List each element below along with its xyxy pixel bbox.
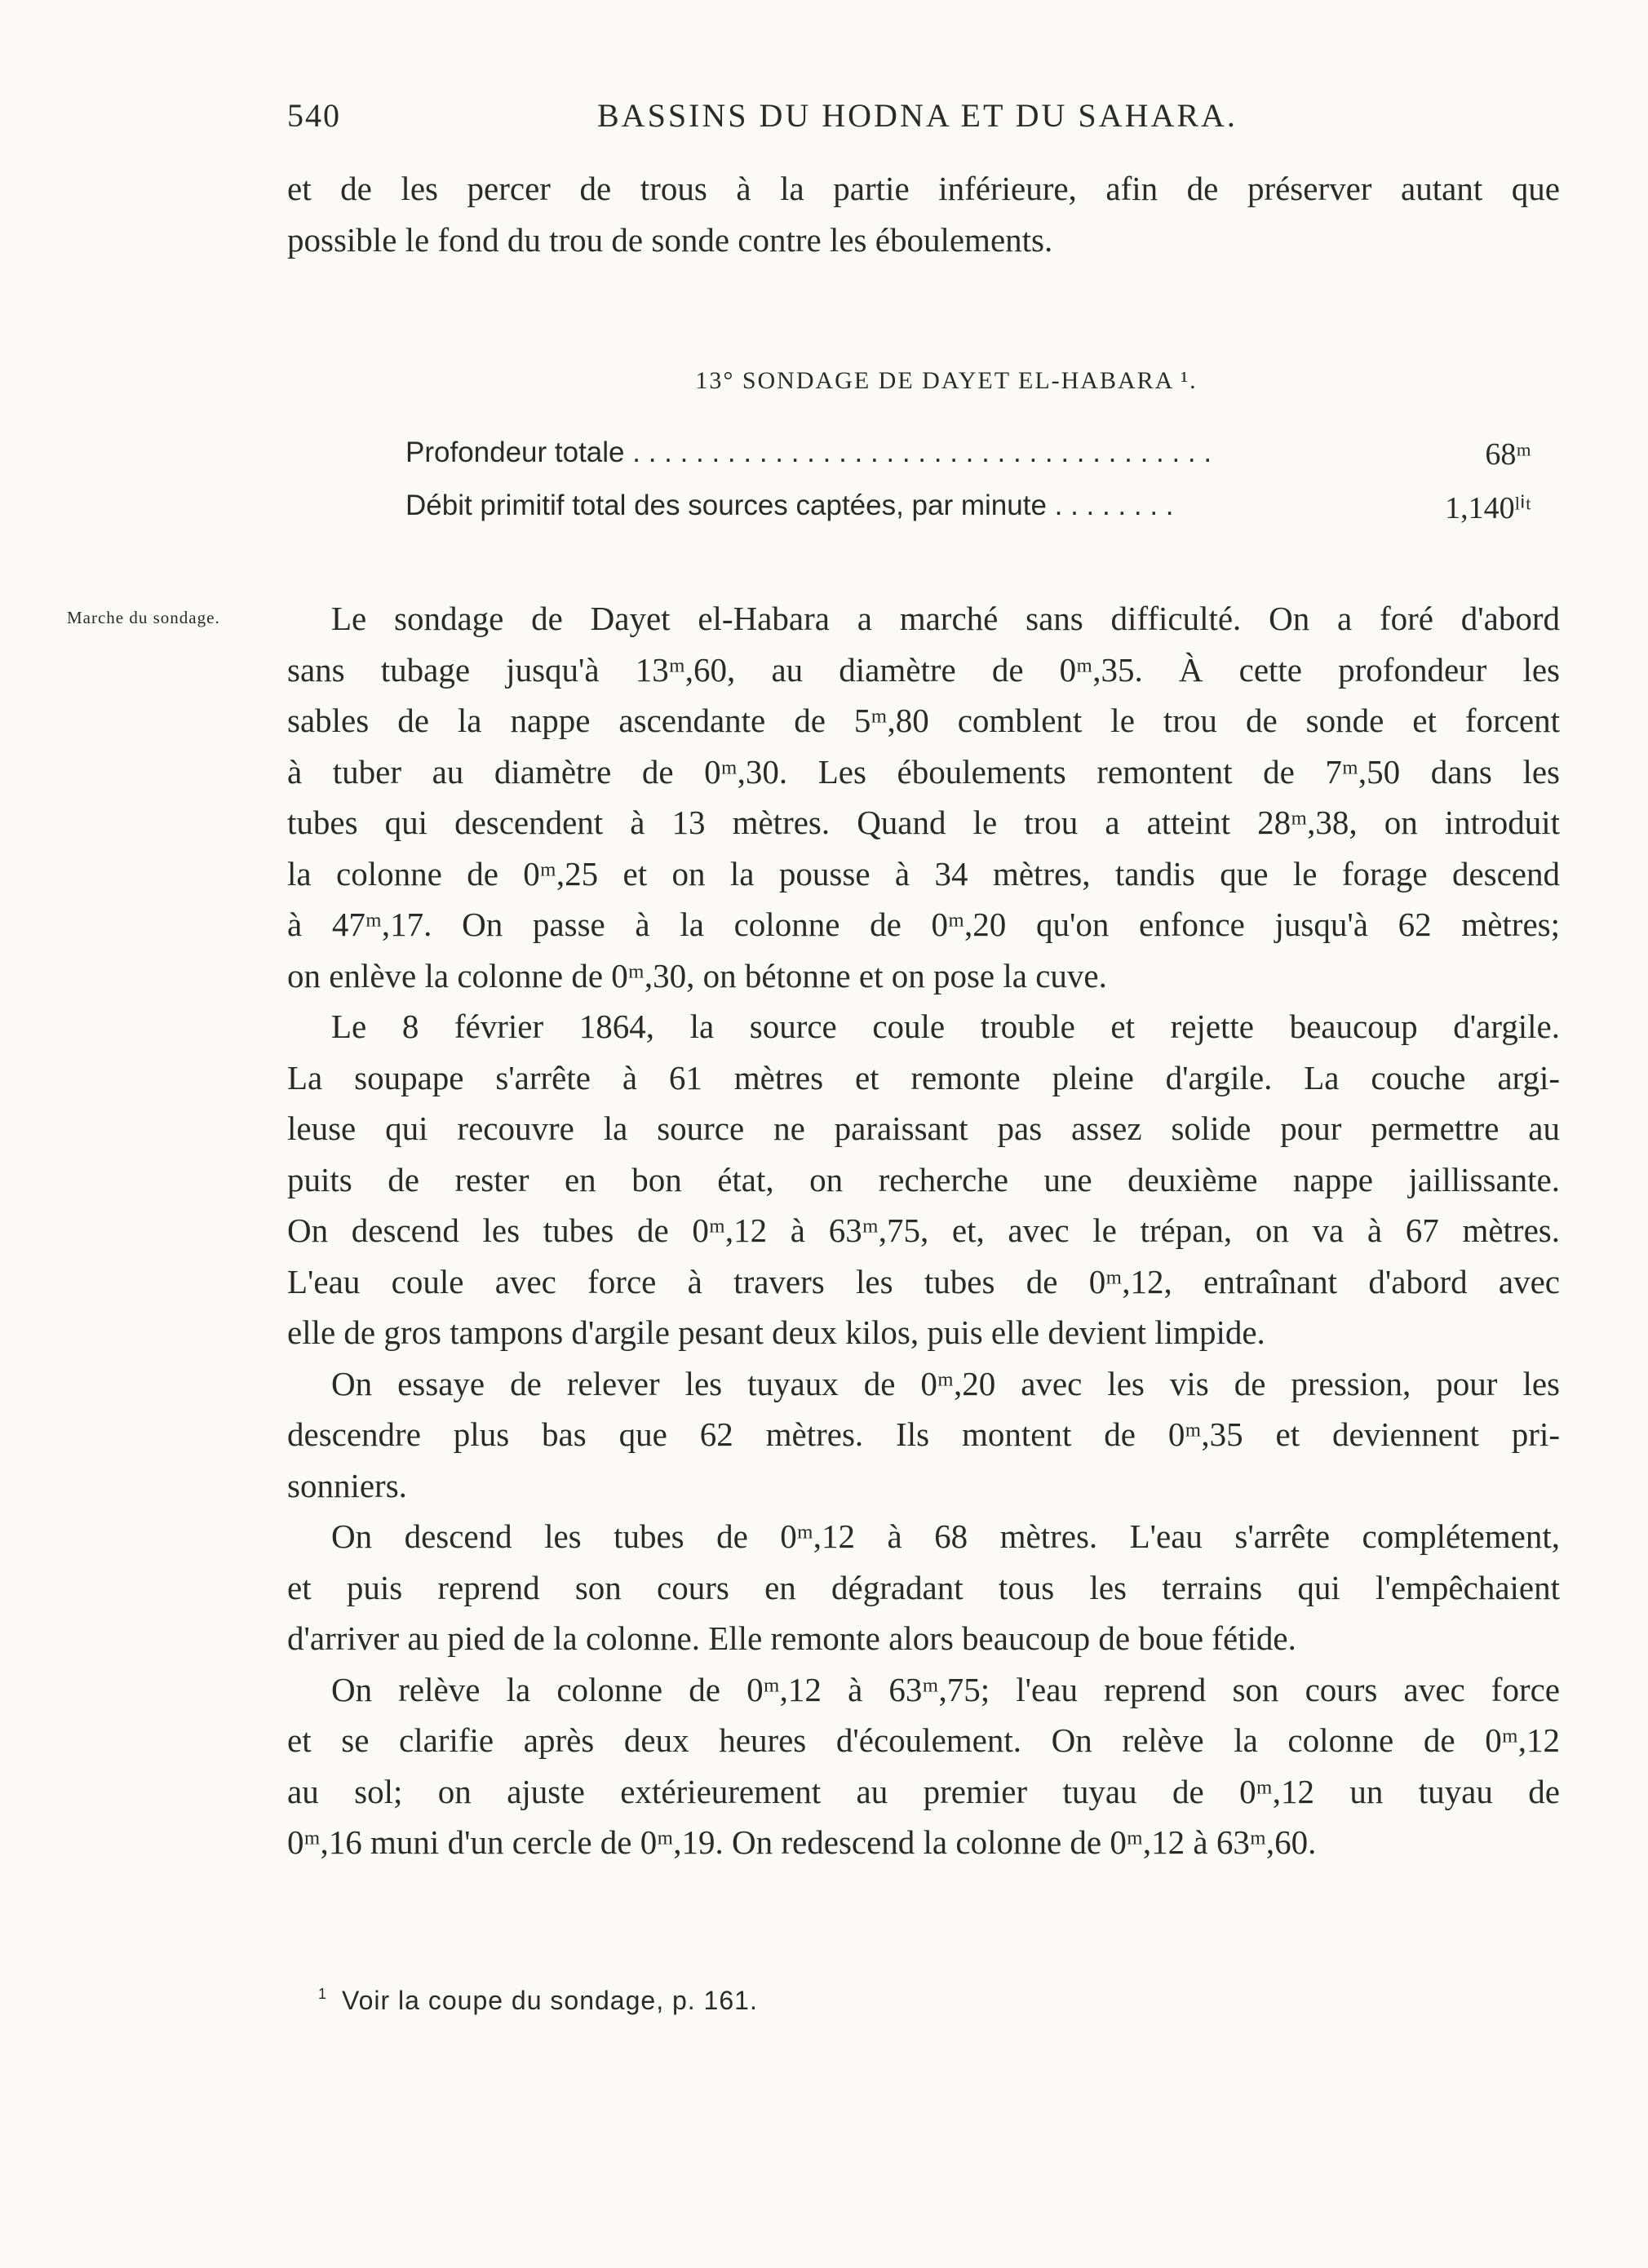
text-line: sables de la nappe ascendante de 5ᵐ,80 comblent le trou de sonde et forcent [287,702,1560,739]
text-line: possible le fond du trou de sonde contre les éboulements. [287,220,1053,259]
text-line: On descend les tubes de 0ᵐ,12 à 63ᵐ,75, et, avec le trépan, on va à 67 mètres. [287,1212,1560,1249]
text-line: au sol; on ajuste extérieurement au premier tuyau de 0ᵐ,12 un tuyau de [287,1772,1560,1810]
margin-note: Marche du sondage. [67,608,220,627]
spec-value: 1,140ˡⁱᵗ [1445,491,1531,525]
spec-label: Débit primitif total des sources captées, par minute . . . . . . . . [405,489,1174,521]
text-line: L'eau coule avec force à travers les tubes de 0ᵐ,12, entraînant d'abord avec [287,1262,1560,1300]
text-line: 0ᵐ,16 muni d'un cercle de 0ᵐ,19. On redescend la colonne de 0ᵐ,12 à 63ᵐ,60. [287,1823,1317,1861]
section-title: 13° SONDAGE DE DAYET EL-HABARA ¹. [695,367,1198,394]
text-line: La soupape s'arrête à 61 mètres et remonte pleine d'argile. La couche argi- [287,1058,1560,1096]
text-line: tubes qui descendent à 13 mètres. Quand le trou a atteint 28ᵐ,38, on introduit [287,804,1560,841]
text-line: Le sondage de Dayet el-Habara a marché sans difficulté. On a foré d'abord [331,600,1560,637]
text-line: puits de rester en bon état, on recherche une deuxième nappe jaillissante. [287,1160,1560,1198]
spec-value: 68ᵐ [1485,437,1531,472]
text-line: leuse qui recouvre la source ne paraissant pas assez solide pour permettre au [287,1110,1560,1147]
text-line: descendre plus bas que 62 mètres. Ils montent de 0ᵐ,35 et deviennent pri- [287,1415,1560,1453]
running-title: BASSINS DU HODNA ET DU SAHARA. [597,97,1238,134]
text-line: sans tubage jusqu'à 13ᵐ,60, au diamètre de 0ᵐ,35. À cette profondeur les [287,650,1560,689]
text-line: On descend les tubes de 0ᵐ,12 à 68 mètres. L'eau s'arrête complétement, [331,1517,1560,1555]
intro-paragraph [287,163,1560,265]
text-line: à tuber au diamètre de 0ᵐ,30. Les éboulements remontent de 7ᵐ,50 dans les [287,752,1560,791]
footnote-mark: 1 [318,1986,328,2002]
text-line: et se clarifie après deux heures d'écoulement. On relève la colonne de 0ᵐ,12 [287,1721,1560,1759]
footnote-text: Voir la coupe du sondage, p. 161. [342,1986,758,2015]
text-line: d'arriver au pied de la colonne. Elle remonte alors beaucoup de boue fétide. [287,1619,1296,1657]
page-number: 540 [287,97,341,134]
spec-label: Profondeur totale . . . . . . . . . . . . . . . . . . . . . . . . . . . . . . . . . . . . . [405,436,1212,468]
text-line: On relève la colonne de 0ᵐ,12 à 63ᵐ,75; l'eau reprend son cours avec force [331,1670,1560,1708]
text-line: la colonne de 0ᵐ,25 et on la pousse à 34 mètres, tandis que le forage descend [287,854,1560,893]
text-line: Le 8 février 1864, la source coule trouble et rejette beaucoup d'argile. [331,1008,1560,1045]
text-line: on enlève la colonne de 0ᵐ,30, on bétonne et on pose la cuve. [287,956,1107,994]
text-line: elle de gros tampons d'argile pesant deux kilos, puis elle devient limpide. [287,1313,1265,1351]
paragraph-1 [287,593,1560,1868]
text-line: et puis reprend son cours en dégradant tous les terrains qui l'empêchaient [287,1568,1560,1606]
text-line: On essaye de relever les tuyaux de 0ᵐ,20 avec les vis de pression, pour les [331,1364,1560,1402]
footnote [318,1986,758,2016]
text-line: et de les percer de trous à la partie inférieure, afin de préserver autant que [287,170,1560,207]
text-line: à 47ᵐ,17. On passe à la colonne de 0ᵐ,20 qu'on enfonce jusqu'à 62 mètres; [287,906,1560,943]
text-line: sonniers. [287,1466,407,1504]
